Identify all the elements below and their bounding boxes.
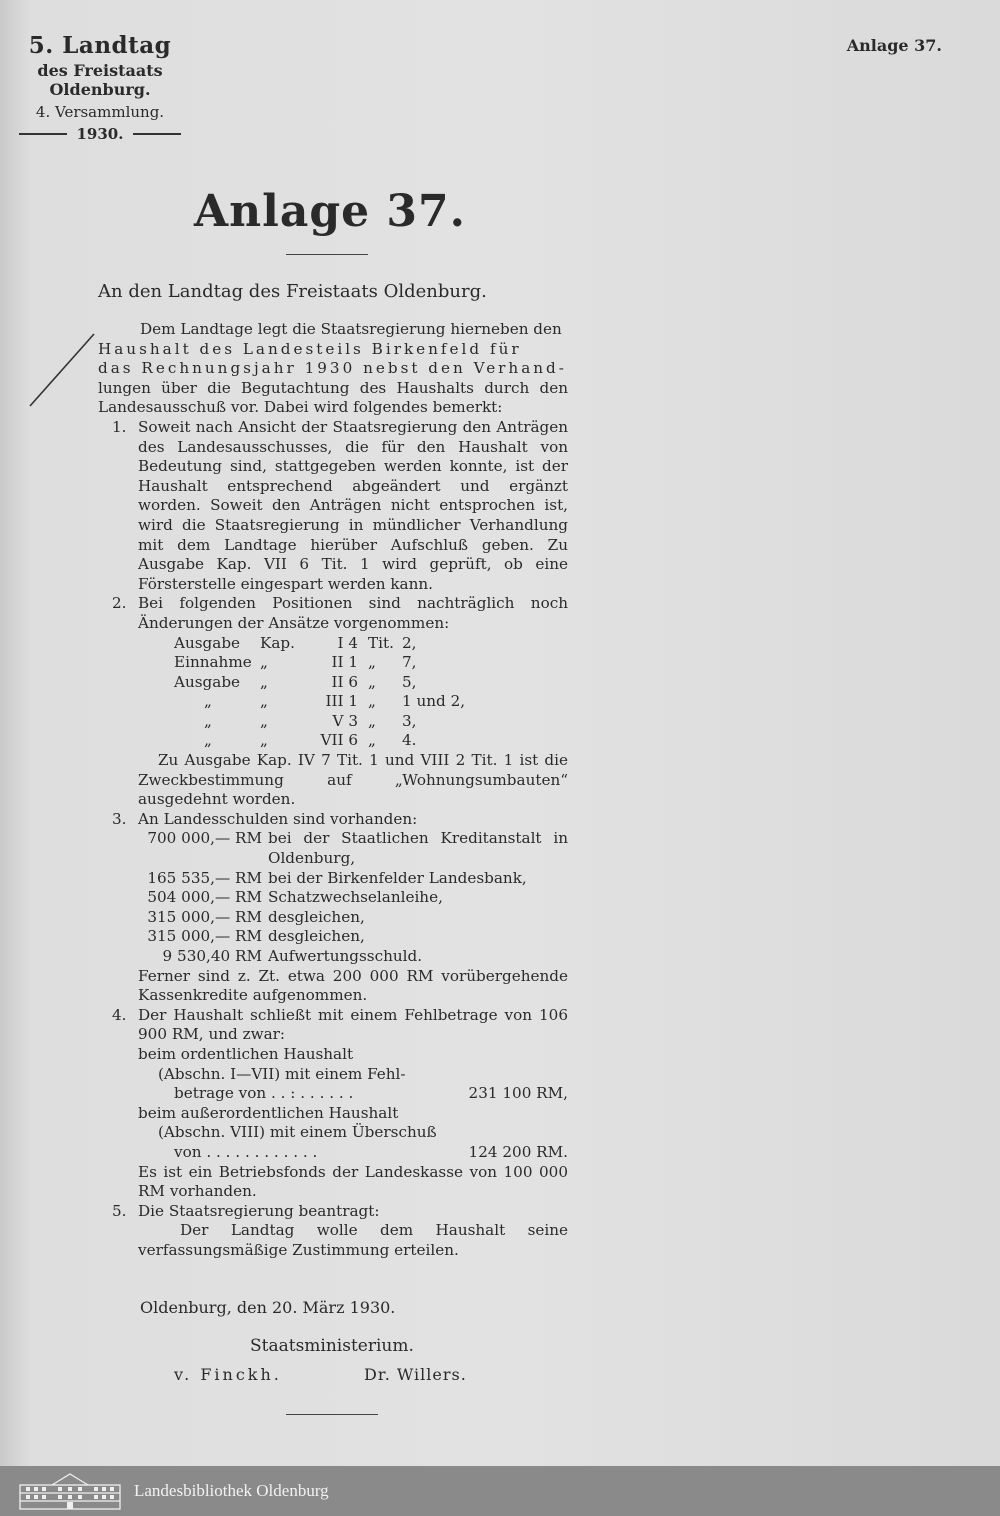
debt-amount: 165 535,— RM bbox=[147, 868, 262, 887]
table-row bbox=[174, 653, 568, 673]
table-row bbox=[174, 731, 568, 751]
summary-line: beim ordentlichen Haushalt bbox=[138, 1044, 354, 1063]
list-item bbox=[98, 810, 568, 1006]
ministry-name: Staatsministerium. bbox=[250, 1336, 414, 1356]
summary-amount: 124 200 RM. bbox=[468, 1142, 568, 1161]
table-cell: Kap. bbox=[260, 633, 295, 652]
closing-divider bbox=[286, 1414, 378, 1415]
item-text: Der Haushalt schließt mit einem Fehlbetrage von 106 900 RM, und zwar: bbox=[138, 1005, 568, 1044]
table-cell: V 3 bbox=[332, 711, 358, 730]
addressee: An den Landtag des Freistaats Oldenburg. bbox=[98, 281, 487, 302]
summary-line: betrage von . . : . . . . . . bbox=[174, 1084, 354, 1103]
list-item bbox=[98, 594, 568, 810]
table-row bbox=[138, 869, 568, 889]
debt-description: bei der Birkenfelder Landesbank, bbox=[268, 868, 527, 887]
intro-line-1: Dem Landtage legt die Staatsregierung hierneben den bbox=[140, 320, 562, 338]
item-number: 1. bbox=[112, 417, 127, 436]
table-cell: 4. bbox=[402, 731, 417, 750]
debt-description: bei der Staatlichen Kreditanstalt in Oldenburg, bbox=[268, 829, 568, 868]
summary-line: (Abschn. VIII) mit einem Überschuß bbox=[158, 1123, 437, 1142]
table-row bbox=[138, 908, 568, 928]
table-cell: Einnahme bbox=[174, 653, 252, 672]
table-cell: „ bbox=[260, 692, 268, 711]
summary-row bbox=[138, 1143, 568, 1163]
summary-line: von . . . . . . . . . . . . bbox=[174, 1142, 318, 1161]
table-cell: „ bbox=[204, 711, 212, 730]
header-versammlung: 4. Versammlung. bbox=[35, 103, 165, 121]
intro-line-2: Haushalt des Landesteils Birkenfeld für bbox=[98, 339, 522, 358]
header-block bbox=[10, 32, 190, 143]
item-text: Zu Ausgabe Kap. IV 7 Tit. 1 und VIII 2 Tit. 1 ist die Zweckbestimmung auf „Wohnungsumbauten“ ausgedehnt worden. bbox=[138, 751, 568, 809]
item-number: 5. bbox=[112, 1201, 127, 1220]
summary-amount: 231 100 RM, bbox=[468, 1084, 568, 1103]
table-row bbox=[138, 927, 568, 947]
table-row bbox=[138, 829, 568, 868]
table-cell: 1 und 2, bbox=[402, 692, 466, 711]
table-cell: „ bbox=[260, 711, 268, 730]
list-item bbox=[98, 1006, 568, 1202]
debt-description: desgleichen, bbox=[268, 907, 365, 926]
table-cell: „ bbox=[204, 731, 212, 750]
signature-finckh: v. Finckh. bbox=[174, 1365, 282, 1384]
debt-amount: 315 000,— RM bbox=[147, 907, 262, 926]
header-anlage: Anlage 37. bbox=[846, 36, 942, 55]
debt-amount: 504 000,— RM bbox=[147, 888, 262, 907]
debt-amount: 9 530,40 RM bbox=[162, 947, 262, 965]
summary-row bbox=[138, 1084, 568, 1104]
document-body bbox=[98, 320, 568, 1261]
table-row bbox=[174, 692, 568, 712]
table-cell: „ bbox=[368, 653, 376, 672]
footer-library-name[interactable]: Landesbibliothek Oldenburg bbox=[134, 1481, 329, 1500]
table-row bbox=[174, 712, 568, 732]
item-text: Die Staatsregierung beantragt: bbox=[138, 1201, 380, 1220]
signature-willers: Dr. Willers. bbox=[364, 1365, 467, 1384]
pencil-mark-icon bbox=[22, 330, 102, 410]
budget-summary bbox=[138, 1045, 568, 1163]
library-building-icon bbox=[18, 1471, 122, 1511]
table-cell: VII 6 bbox=[320, 731, 358, 750]
table-cell: „ bbox=[368, 672, 376, 691]
item-number: 3. bbox=[112, 809, 127, 828]
table-row bbox=[174, 673, 568, 693]
intro-line-3: das Rechnungsjahr 1930 nebst den Verhand- bbox=[98, 359, 567, 378]
title-divider bbox=[286, 254, 368, 255]
item-text: Ferner sind z. Zt. etwa 200 000 RM vorübergehende Kassenkredite aufgenommen. bbox=[138, 966, 568, 1005]
debt-description: Schatzwechselanleihe, bbox=[268, 888, 443, 907]
list-item bbox=[98, 418, 568, 594]
table-cell: Ausgabe bbox=[174, 633, 241, 652]
table-cell: II 6 bbox=[331, 672, 358, 691]
page-title: Anlage 37. bbox=[194, 186, 466, 237]
debt-description: Aufwertungsschuld. bbox=[268, 947, 423, 965]
table-cell: „ bbox=[204, 692, 212, 711]
header-year: 1930. bbox=[76, 125, 124, 143]
item-motion: Der Landtag wolle dem Haushalt seine verfassungsmäßige Zustimmung erteilen. bbox=[138, 1221, 568, 1259]
header-freistaat: des Freistaats Oldenburg. bbox=[37, 61, 163, 99]
table-cell: II 1 bbox=[331, 653, 358, 672]
debt-amount: 315 000,— RM bbox=[147, 927, 262, 946]
table-cell: 2, bbox=[402, 633, 417, 652]
table-cell: „ bbox=[260, 653, 268, 672]
table-row bbox=[138, 947, 568, 967]
summary-line: beim außerordentlichen Haushalt bbox=[138, 1103, 399, 1122]
table-cell: 7, bbox=[402, 653, 417, 672]
item-text: Es ist ein Betriebsfonds der Landeskasse von 100 000 RM vorhanden. bbox=[138, 1162, 568, 1201]
table-row bbox=[138, 888, 568, 908]
header-rule-left bbox=[19, 133, 67, 135]
table-cell: 5, bbox=[402, 672, 417, 691]
item-text: Bei folgenden Positionen sind nachträglich noch Änderungen der Ansätze vorgenommen: bbox=[138, 594, 568, 632]
debt-description: desgleichen, bbox=[268, 927, 365, 946]
header-landtag: 5. Landtag bbox=[28, 32, 172, 59]
header-year-line bbox=[10, 125, 190, 143]
item-text: Soweit nach Ansicht der Staatsregierung den Anträgen des Landesausschusses, die für den Haushalt von Bedeutung sind, stattgegeben werden konnte, ist der Haushalt entsprechend abgeändert und ergänzt worden. Soweit den Anträgen nicht entsprochen ist, wird die Staatsregierung in mündlicher Verhandlung mit dem Landtage hierüber Aufschluß geben. Zu Ausgabe Kap. VII 6 Tit. 1 wird geprüft, ob eine Försterstelle eingespart werden kann. bbox=[138, 417, 568, 593]
footer-bar bbox=[0, 1466, 1000, 1516]
table-cell: „ bbox=[368, 731, 376, 750]
table-cell: Tit. bbox=[368, 633, 394, 652]
debts-list bbox=[138, 829, 568, 966]
place-date: Oldenburg, den 20. März 1930. bbox=[140, 1298, 396, 1317]
table-cell: III 1 bbox=[325, 692, 358, 711]
table-cell: 3, bbox=[402, 711, 417, 730]
table-cell: „ bbox=[260, 672, 268, 691]
table-cell: Ausgabe bbox=[174, 672, 241, 691]
debt-amount: 700 000,— RM bbox=[147, 829, 262, 848]
table-cell: „ bbox=[368, 692, 376, 711]
table-cell: „ bbox=[368, 711, 376, 730]
item-number: 4. bbox=[112, 1005, 127, 1024]
positions-table bbox=[174, 634, 568, 752]
item-number: 2. bbox=[112, 594, 127, 613]
intro-rest: lungen über die Begutachtung des Haushalts durch den Landesausschuß vor. Dabei wird folgendes bemerkt: bbox=[98, 378, 568, 417]
table-row bbox=[174, 634, 568, 654]
summary-line: (Abschn. I—VII) mit einem Fehl- bbox=[158, 1064, 406, 1083]
item-text: An Landesschulden sind vorhanden: bbox=[138, 809, 418, 828]
table-cell: I 4 bbox=[337, 633, 358, 652]
list-item bbox=[98, 1202, 568, 1261]
table-cell: „ bbox=[260, 731, 268, 750]
header-rule-right bbox=[133, 133, 181, 135]
